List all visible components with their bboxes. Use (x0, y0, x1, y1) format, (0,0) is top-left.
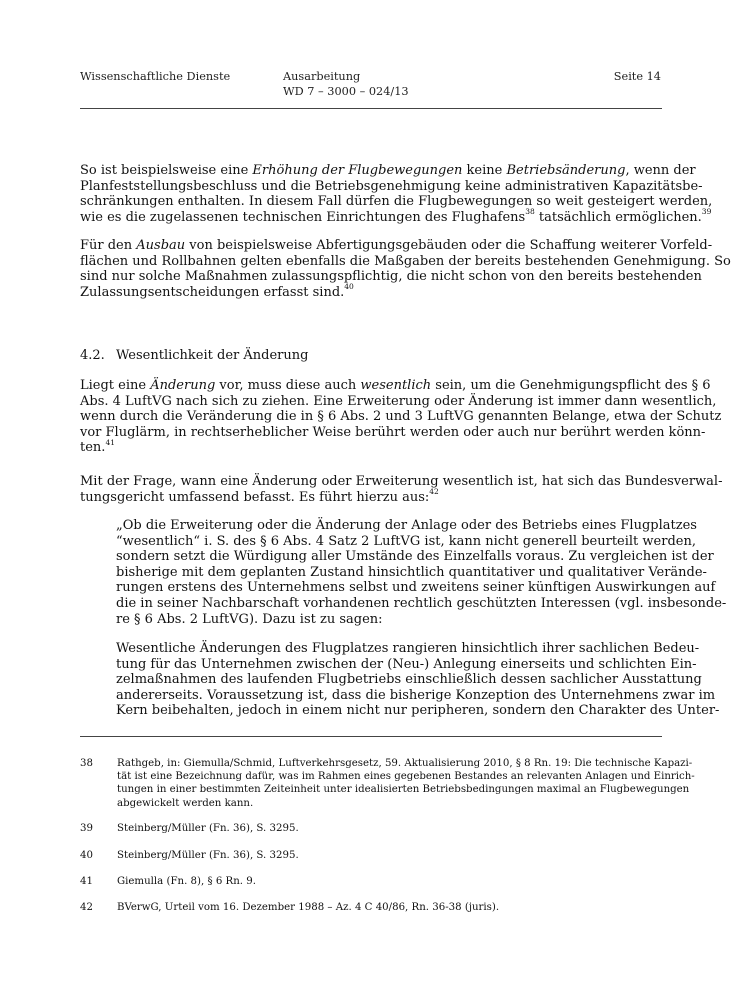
text-run: sein, um die Genehmigungspflicht des § 6 (431, 378, 711, 393)
header-divider (80, 108, 662, 109)
text-run: keine (462, 163, 507, 178)
footnote-line: Steinberg/Müller (Fn. 36), S. 3295. (117, 850, 299, 861)
text-run: ten. (80, 440, 106, 456)
footnote-line: BVerwG, Urteil vom 16. Dezember 1988 – Az. 4 C 40/86, Rn. 36-38 (juris). (117, 902, 500, 913)
quote-line: „Ob die Erweiterung oder die Änderung der Anlage oder des Betriebs eines Flugplatzes (116, 518, 697, 533)
footnote-number: 41 (80, 876, 93, 887)
paragraph-line (80, 282, 658, 301)
section-number: 4.2. (80, 348, 105, 363)
quote-line: bisherige mit dem geplanten Zustand hinsichtlich quantitativer und qualitativer Verände- (116, 564, 707, 580)
header-doc-number: WD 7 – 3000 – 024/13 (283, 84, 409, 98)
text-run: von beispielsweise Abfertigungsgebäuden oder die Schaffung weiterer Vorfeld- (185, 238, 713, 253)
paragraph-line: Mit der Frage, wann eine Änderung oder Erweiterung wesentlich ist, hat sich das Bundesverwal- (80, 474, 723, 489)
paragraph-1 (80, 163, 713, 225)
text-run: So ist beispielsweise eine (80, 163, 253, 178)
section-title: Wesentlichkeit der Änderung (116, 348, 309, 363)
paragraph-3 (80, 378, 722, 456)
text-run: Für den (80, 238, 137, 253)
paragraph-line (80, 238, 713, 254)
paragraph-line (80, 207, 712, 226)
paragraph-line (80, 163, 696, 179)
footnote-number: 39 (80, 823, 93, 834)
footnote-ref[interactable]: 39 (701, 207, 712, 217)
paragraph-line: vor Fluglärm, in rechtserheblicher Weise berührt werden oder auch nur berührt werden könn- (80, 424, 706, 440)
quote-line: Kern beibehalten, jedoch in einem nicht nur peripheren, sondern den Charakter des Unter- (116, 703, 720, 719)
text-run: tatsächlich ermöglichen. (534, 209, 702, 225)
footnote-ref[interactable]: 41 (105, 438, 115, 448)
footnote-ref[interactable]: 42 (429, 487, 439, 497)
footnote-line: Rathgeb, in: Giemulla/Schmid, Luftverkehrsgesetz, 59. Aktualisierung 2010, § 8 Rn. 19: Die technische Kapazi- (117, 758, 693, 769)
header-doc-type: Ausarbeitung (283, 70, 361, 83)
section-heading (80, 348, 308, 364)
footnote-text (117, 757, 695, 810)
paragraph-line (80, 440, 658, 456)
quote-line: tung für das Unternehmen zwischen der (Neu-) Anlegung einerseits und schlichten Ein- (116, 656, 697, 672)
paragraph-line (80, 487, 658, 506)
footnote-line: Giemulla (Fn. 8), § 6 Rn. 9. (117, 876, 256, 887)
quote-line: “wesentlich“ i. S. des § 6 Abs. 4 Satz 2 LuftVG ist, kann nicht generell beurteilt werden, (116, 533, 696, 549)
text-run: Zulassungsentscheidungen erfasst sind. (80, 284, 345, 300)
paragraph-line (80, 378, 711, 394)
footnote-number: 40 (80, 850, 93, 861)
text-run: vor, muss diese auch (215, 378, 361, 393)
text-run: wie es die zugelassenen technischen Einrichtungen des Flughafens (80, 209, 526, 225)
footnote-line: Steinberg/Müller (Fn. 36), S. 3295. (117, 823, 299, 834)
quote-line: rungen erstens des Unternehmens selbst und zweitens seiner künftigen Auswirkungen auf (116, 580, 716, 596)
emphasis-text: Ausbau (136, 238, 186, 253)
footnote-line: abgewickelt werden kann. (117, 797, 254, 809)
footnote-text (117, 822, 660, 835)
footnote-number: 38 (80, 758, 93, 769)
emphasis-text: Betriebsänderung (506, 163, 626, 178)
footnote-number: 42 (80, 902, 93, 913)
footnote-line: tät ist eine Bezeichnung dafür, was im Rahmen eines gegebenen Bestandes an relevanten Anlagen und Einrich- (117, 771, 695, 783)
text-run: tungsgericht umfassend befasst. Es führt hierzu aus: (80, 489, 430, 505)
text-run: , wenn der (625, 163, 696, 178)
paragraph-line: flächen und Rollbahnen gelten ebenfalls die Maßgaben der bereits bestehenden Genehmigung. So (80, 253, 731, 269)
paragraph-line: wenn durch die Veränderung die in § 6 Abs. 2 und 3 LuftVG genannten Belange, etwa der Schutz (80, 409, 722, 425)
footnote-text (117, 875, 660, 888)
header-document-info (283, 70, 409, 99)
paragraph-line: schränkungen enthalten. In diesem Fall dürfen die Flugbewegungen so weit gesteigert werden, (80, 194, 713, 210)
emphasis-text: Änderung (150, 378, 216, 393)
footnote-ref[interactable]: 38 (525, 207, 535, 217)
paragraph-4 (80, 474, 723, 505)
emphasis-text: Erhöhung der Flugbewegungen (252, 163, 463, 178)
quote-line: andererseits. Voraussetzung ist, dass die bisherige Konzeption des Unternehmens zwar im (116, 687, 716, 703)
paragraph-line: Planfeststellungsbeschluss und die Betriebsgenehmigung keine administrativen Kapazitätsbe- (80, 178, 703, 194)
quote-line: die in seiner Nachbarschaft vorhandenen rechtlich geschützten Interessen (vgl. insbesonde- (116, 595, 727, 611)
paragraph-line: sind nur solche Maßnahmen zulassungspflichtig, die nicht schon von den bereits bestehenden (80, 269, 702, 285)
paragraph-2 (80, 238, 731, 300)
footnote-line: tungen in einer bestimmten Zeiteinheit unter idealisierten Betriebsbedingungen maximal an Flugbewegungen (117, 784, 690, 796)
quote-line: Wesentliche Änderungen des Flugplatzes rangieren hinsichtlich ihrer sachlichen Bedeu- (116, 641, 700, 656)
quote-line: zelmaßnahmen des laufenden Flugbetriebs einschließlich dessen sachlicher Ausstattung (116, 672, 702, 688)
block-quote-2 (116, 641, 720, 719)
footnote-text (117, 849, 660, 862)
header-organization: Wissenschaftliche Dienste (80, 70, 231, 83)
header-page-number: Seite 14 (613, 70, 661, 83)
quote-line: sondern setzt die Würdigung aller Umstände des Einzelfalls voraus. Zu vergleichen ist der (116, 549, 714, 565)
footnote-text (117, 901, 660, 914)
footnote-divider (80, 736, 662, 737)
block-quote-1 (116, 518, 727, 627)
text-run: Liegt eine (80, 378, 151, 393)
paragraph-line: Abs. 4 LuftVG nach sich zu ziehen. Eine Erweiterung oder Änderung ist immer dann wesentlich, (80, 393, 717, 409)
footnote-ref[interactable]: 40 (344, 282, 354, 292)
quote-line: re § 6 Abs. 2 LuftVG). Dazu ist zu sagen: (116, 611, 383, 627)
emphasis-text: wesentlich (360, 378, 432, 393)
